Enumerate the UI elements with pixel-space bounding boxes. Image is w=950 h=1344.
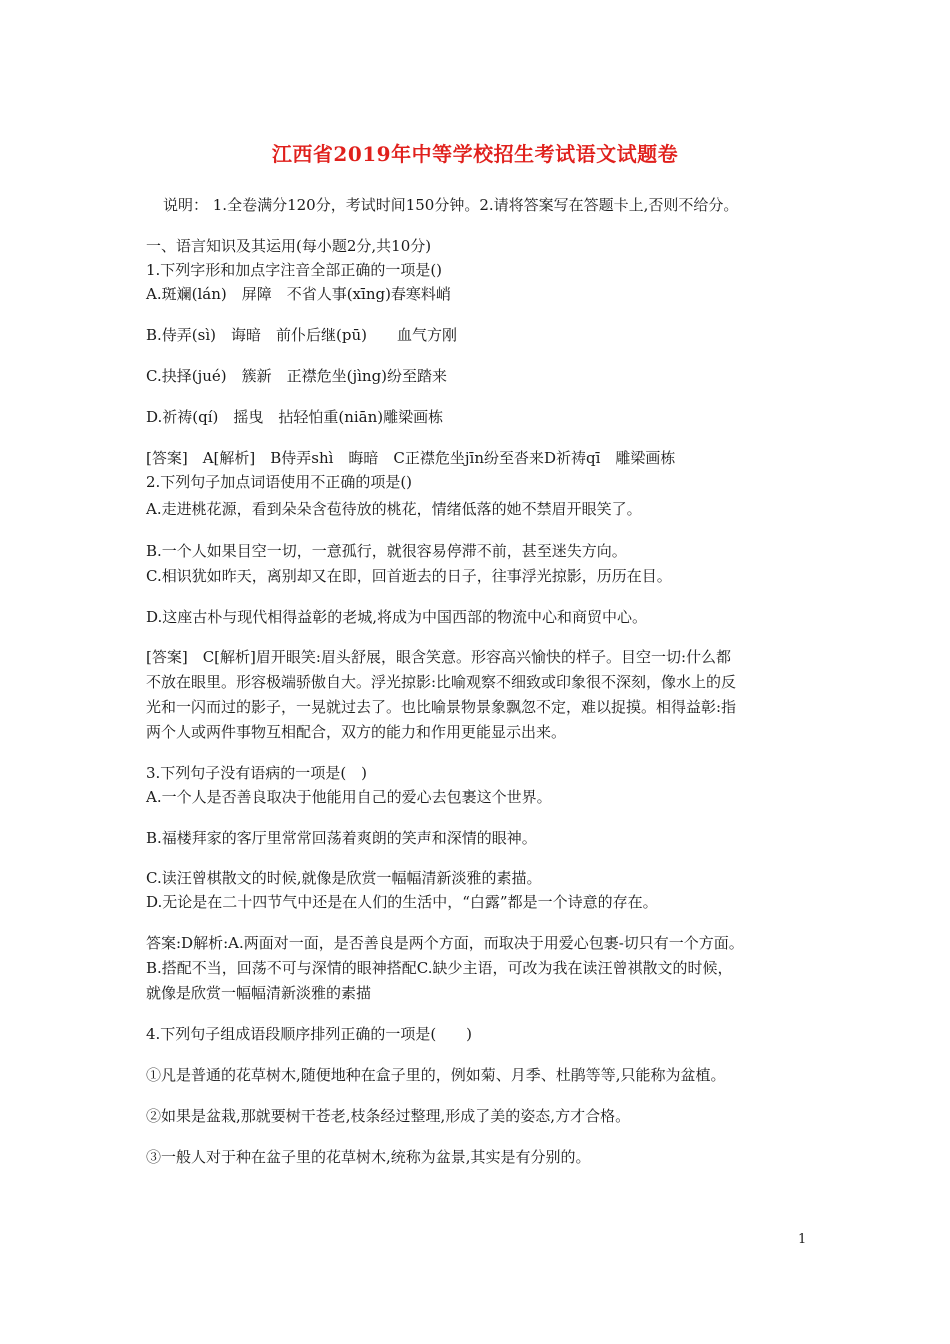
question-3-option-b: B.福楼拜家的客厅里常常回荡着爽朗的笑声和深情的眼神。 [146,829,537,847]
question-2: 2.下列句子加点词语使用不正确的项是() [146,473,413,491]
question-4-sentence-1: ①凡是普通的花草树木,随便地种在盒子里的，例如菊、月季、杜鹃等等,只能称为盆植。 [146,1066,726,1084]
question-3-answer-line: 答案:D解析:A.两面对一面，是否善良是两个方面，而取决于用爱心包裹-切只有一个方面。 [146,934,744,952]
question-2-option-b: B.一个人如果目空一切，一意孤行，就很容易停滞不前，甚至迷失方向。 [146,542,627,560]
question-3-option-d: D.无论是在二十四节气中还是在人们的生活中，“白露”都是一个诗意的存在。 [146,893,658,911]
question-1-option-b: B.侍弄(sì) 诲暗 前仆后继(pū) 血气方刚 [146,326,457,344]
question-3: 3.下列句子没有语病的一项是( ) [146,764,368,782]
question-2-option-c: C.相识犹如昨天，离别却又在即，回首逝去的日子，往事浮光掠影，历历在目。 [146,567,672,585]
question-2-answer-line: 光和一闪而过的影子，一晃就过去了。也比喻景物景象飘忽不定，难以捉摸。相得益彰:指 [146,698,737,716]
question-1-answer: [答案] A[解析] B侍弄shì 晦暗 C正襟危坐jīn纷至沓来D祈祷qī 雕梁画栋 [146,449,676,467]
question-2-option-a: A.走进桃花源，看到朵朵含苞待放的桃花，情绪低落的她不禁眉开眼笑了。 [146,500,642,518]
section-heading: 一、语言知识及其运用(每小题2分,共10分) [146,237,432,255]
question-1: 1.下列字形和加点字注音全部正确的一项是() [146,261,443,279]
question-4: 4.下列句子组成语段顺序排列正确的一项是( ) [146,1025,473,1043]
question-3-answer-line: 就像是欣赏一幅幅清新淡雅的素描 [146,984,372,1002]
question-3-option-a: A.一个人是否善良取决于他能用自己的爱心去包裹这个世界。 [146,788,552,806]
question-3-answer-line: B.搭配不当，回荡不可与深情的眼神搭配C.缺少主语，可改为我在读汪曾祺散文的时候， [146,959,733,977]
question-4-sentence-3: ③一般人对于种在盆子里的花草树木,统称为盆景,其实是有分别的。 [146,1148,591,1166]
question-1-option-d: D.祈祷(qí) 摇曳 拈轻怕重(niān)雕梁画栋 [146,408,444,426]
question-1-option-a: A.斑斓(lán) 屏障 不省人事(xīng)春寒料峭 [146,285,451,303]
question-2-option-d: D.这座古朴与现代相得益彰的老城,将成为中国西部的物流中心和商贸中心。 [146,608,648,626]
page-number: 1 [798,1232,807,1247]
question-2-answer-line: [答案] C[解析]眉开眼笑:眉头舒展，眼含笑意。形容高兴愉快的样子。目空一切:什么都 [146,648,731,666]
page-title: 江西省2019年中等学校招生考试语文试题卷 [271,142,679,166]
question-2-answer-line: 两个人或两件事物互相配合，双方的能力和作用更能显示出来。 [146,723,567,741]
question-4-sentence-2: ②如果是盆栽,那就要树干苍老,枝条经过整理,形成了美的姿态,方才合格。 [146,1107,631,1125]
question-3-option-c: C.读汪曾棋散文的时候,就像是欣赏一幅幅清新淡雅的素描。 [146,869,542,887]
exam-instructions: 说明： 1.全卷满分120分，考试时间150分钟。2.请将答案写在答题卡上,否则不给分。 [163,196,739,214]
question-1-option-c: C.抉择(jué) 簇新 正襟危坐(jìng)纷至踏来 [146,367,448,385]
question-2-answer-line: 不放在眼里。形容极端骄傲自大。浮光掠影:比喻观察不细致或印象很不深刻，像水上的反 [146,673,737,691]
